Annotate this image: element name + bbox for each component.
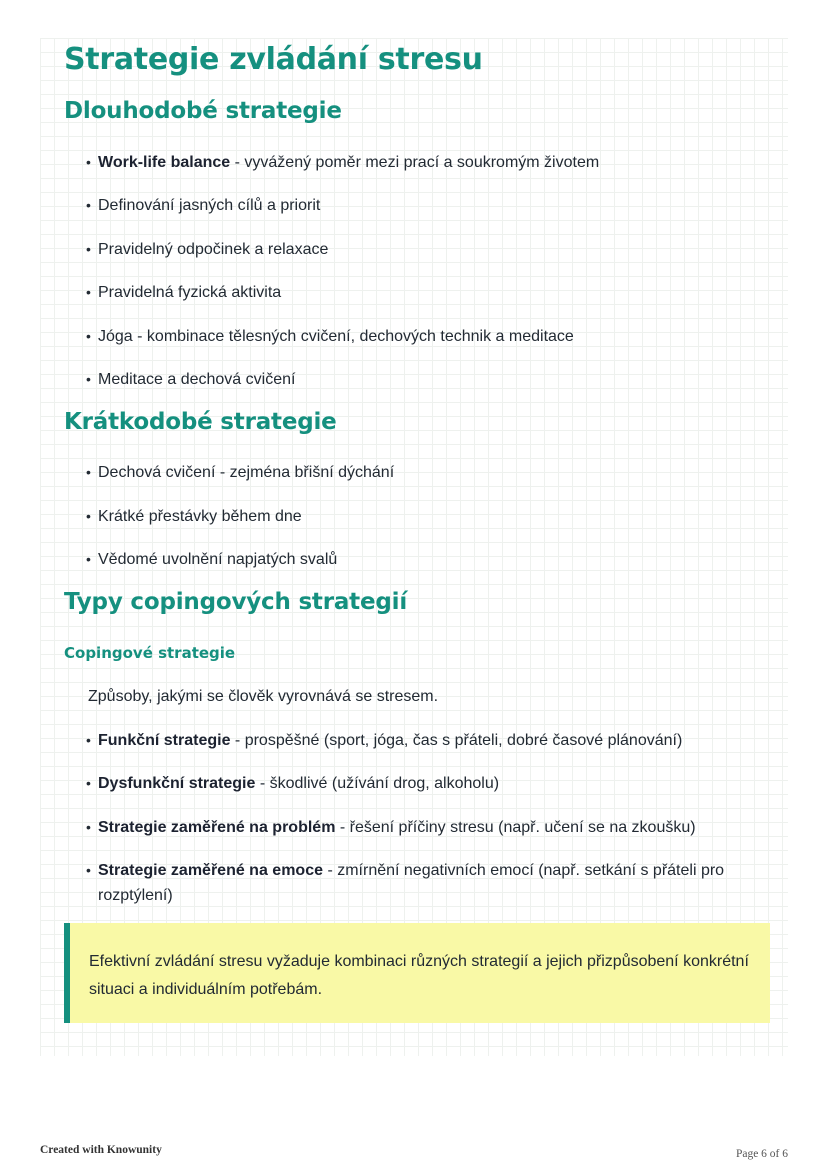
item-bold: Funkční strategie [98, 732, 231, 749]
item-text: Definování jasných cílů a priorit [98, 197, 321, 214]
item-text: Meditace a dechová cvičení [98, 371, 296, 388]
list-item [86, 280, 778, 305]
item-text: Krátké přestávky během dne [98, 508, 302, 525]
page-title: Strategie zvládání stresu [64, 42, 483, 77]
list-item [86, 815, 778, 840]
page-number: Page 6 of 6 [735, 1148, 788, 1160]
section-heading-coping-types: Typy copingových strategií [64, 589, 408, 615]
section-heading-short-term: Krátkodobé strategie [64, 409, 337, 435]
section-heading-long-term: Dlouhodobé strategie [64, 98, 342, 124]
item-text: Pravidelná fyzická aktivita [98, 284, 282, 301]
intro-paragraph: Způsoby, jakými se člověk vyrovnává se stresem. [88, 688, 439, 705]
list-item [86, 858, 778, 908]
item-bold: Dysfunkční strategie [98, 775, 256, 792]
list-item [86, 324, 778, 349]
subheading-coping-strategies: Copingové strategie [64, 644, 236, 662]
item-bold: Work-life balance [98, 154, 231, 171]
item-bold: Strategie zaměřené na emoce [98, 862, 323, 879]
item-text: - vyvážený poměr mezi prací a soukromým životem [230, 154, 600, 171]
list-item [86, 193, 778, 218]
list-item [86, 728, 778, 753]
list-item [86, 771, 778, 796]
summary-callout: Efektivní zvládání stresu vyžaduje kombinaci různých strategií a jejich přizpůsobení konkrétní situaci a individuálním potřebám. [64, 923, 770, 1023]
item-text: Pravidelný odpočinek a relaxace [98, 241, 329, 258]
item-text: Dechová cvičení - zejména břišní dýchání [98, 464, 395, 481]
item-text: - škodlivé (užívání drog, alkoholu) [255, 775, 500, 792]
item-text: Jóga - kombinace tělesných cvičení, dechových technik a meditace [98, 328, 574, 345]
list-item [86, 150, 778, 175]
item-text: Vědomé uvolnění napjatých svalů [98, 551, 338, 568]
list-item [86, 367, 778, 392]
item-bold: Strategie zaměřené na problém [98, 819, 336, 836]
list-item [86, 237, 778, 262]
list-item [86, 460, 778, 485]
item-text: - prospěšné (sport, jóga, čas s přáteli, dobré časové plánování) [230, 732, 683, 749]
list-item [86, 547, 778, 572]
item-text: - zmírnění negativních emocí (např. setkání s přáteli pro rozptýlení) [98, 862, 725, 904]
item-text: - řešení příčiny stresu (např. učení se na zkoušku) [335, 819, 696, 836]
footer-credit: Created with Knowunity [40, 1144, 162, 1156]
list-item [86, 504, 778, 529]
